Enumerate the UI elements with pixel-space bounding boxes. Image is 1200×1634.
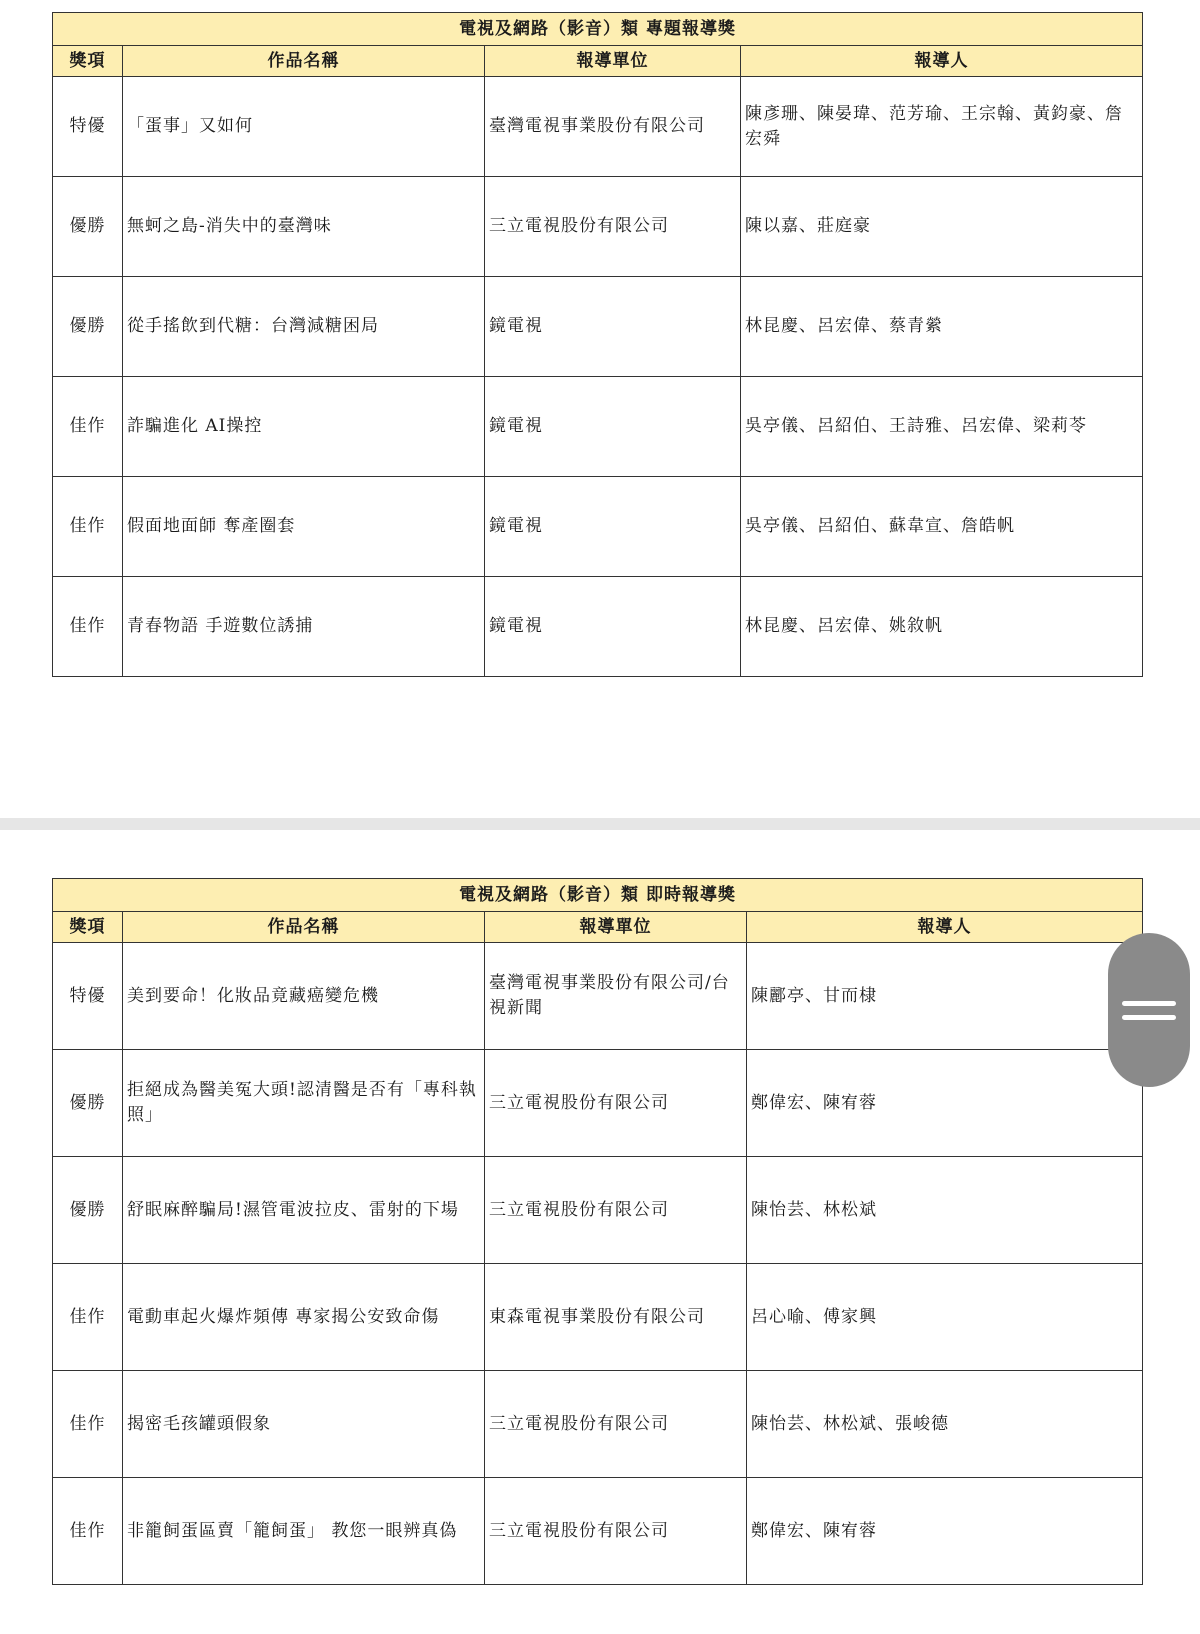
- table-row: [53, 1157, 1143, 1264]
- reporters-cell: 鄭偉宏、陳宥蓉: [747, 1478, 1143, 1585]
- reporters-cell: 呂心喻、傅家興: [747, 1264, 1143, 1371]
- unit-cell: 三立電視股份有限公司: [485, 177, 741, 277]
- rank-cell: 特優: [53, 943, 123, 1050]
- feature-award-table: [52, 12, 1143, 677]
- work-cell: 美到要命！化妝品竟藏癌變危機: [123, 943, 485, 1050]
- header-rank: 獎項: [53, 912, 123, 943]
- table-row: [53, 1371, 1143, 1478]
- work-cell: 從手搖飲到代糖：台灣減糖困局: [123, 277, 485, 377]
- work-cell: 假面地面師 奪產圈套: [123, 477, 485, 577]
- unit-cell: 三立電視股份有限公司: [485, 1050, 747, 1157]
- reporters-cell: 陳怡芸、林松斌、張峻德: [747, 1371, 1143, 1478]
- table-row: [53, 377, 1143, 477]
- rank-cell: 佳作: [53, 577, 123, 677]
- table-row: [53, 943, 1143, 1050]
- table-header-row: [53, 46, 1143, 77]
- rank-cell: 優勝: [53, 1157, 123, 1264]
- drag-handle-icon-line: [1122, 1015, 1176, 1020]
- table-title: 電視及網路（影音）類 專題報導獎: [53, 13, 1143, 46]
- unit-cell: 鏡電視: [485, 377, 741, 477]
- work-cell: 「蛋事」又如何: [123, 77, 485, 177]
- table-row: [53, 1050, 1143, 1157]
- rank-cell: 優勝: [53, 277, 123, 377]
- table-title: 電視及網路（影音）類 即時報導獎: [53, 879, 1143, 912]
- section-divider: [0, 818, 1200, 830]
- scroll-handle[interactable]: [1108, 933, 1190, 1087]
- rank-cell: 優勝: [53, 1050, 123, 1157]
- rank-cell: 佳作: [53, 1371, 123, 1478]
- work-cell: 揭密毛孩罐頭假象: [123, 1371, 485, 1478]
- work-cell: 非籠飼蛋區賣「籠飼蛋」 教您一眼辨真偽: [123, 1478, 485, 1585]
- reporters-cell: 鄭偉宏、陳宥蓉: [747, 1050, 1143, 1157]
- work-cell: 詐騙進化 AI操控: [123, 377, 485, 477]
- unit-cell: 東森電視事業股份有限公司: [485, 1264, 747, 1371]
- reporters-cell: 陳彥珊、陳晏瑋、范芳瑜、王宗翰、黃鈞豪、詹宏舜: [741, 77, 1143, 177]
- header-work: 作品名稱: [123, 912, 485, 943]
- reporters-cell: 吳亭儀、呂紹伯、蘇韋宣、詹皓帆: [741, 477, 1143, 577]
- table-title-row: [53, 879, 1143, 912]
- breaking-news-award-table: [52, 878, 1143, 1585]
- unit-cell: 三立電視股份有限公司: [485, 1478, 747, 1585]
- rank-cell: 佳作: [53, 377, 123, 477]
- unit-cell: 鏡電視: [485, 577, 741, 677]
- rank-cell: 佳作: [53, 1478, 123, 1585]
- work-cell: 電動車起火爆炸頻傳 專家揭公安致命傷: [123, 1264, 485, 1371]
- table-row: [53, 477, 1143, 577]
- rank-cell: 佳作: [53, 1264, 123, 1371]
- reporters-cell: 林昆慶、呂宏偉、姚敘帆: [741, 577, 1143, 677]
- rank-cell: 特優: [53, 77, 123, 177]
- table-row: [53, 577, 1143, 677]
- table-row: [53, 1478, 1143, 1585]
- breaking-news-award-section: [0, 830, 1200, 1634]
- header-unit: 報導單位: [485, 912, 747, 943]
- header-reporters: 報導人: [747, 912, 1143, 943]
- reporters-cell: 陳以嘉、莊庭豪: [741, 177, 1143, 277]
- unit-cell: 鏡電視: [485, 277, 741, 377]
- table-row: [53, 177, 1143, 277]
- reporters-cell: 陳酈亭、甘而棣: [747, 943, 1143, 1050]
- reporters-cell: 吳亭儀、呂紹伯、王詩雅、呂宏偉、梁莉苓: [741, 377, 1143, 477]
- reporters-cell: 林昆慶、呂宏偉、蔡青縈: [741, 277, 1143, 377]
- unit-cell: 三立電視股份有限公司: [485, 1157, 747, 1264]
- work-cell: 青春物語 手遊數位誘捕: [123, 577, 485, 677]
- header-rank: 獎項: [53, 46, 123, 77]
- rank-cell: 佳作: [53, 477, 123, 577]
- drag-handle-icon: [1122, 1001, 1176, 1006]
- work-cell: 拒絕成為醫美冤大頭!認清醫是否有「專科執照」: [123, 1050, 485, 1157]
- header-reporters: 報導人: [741, 46, 1143, 77]
- unit-cell: 臺灣電視事業股份有限公司/台視新聞: [485, 943, 747, 1050]
- unit-cell: 臺灣電視事業股份有限公司: [485, 77, 741, 177]
- table-row: [53, 277, 1143, 377]
- table-row: [53, 77, 1143, 177]
- header-work: 作品名稱: [123, 46, 485, 77]
- reporters-cell: 陳怡芸、林松斌: [747, 1157, 1143, 1264]
- rank-cell: 優勝: [53, 177, 123, 277]
- table-header-row: [53, 912, 1143, 943]
- table-row: [53, 1264, 1143, 1371]
- table-title-row: [53, 13, 1143, 46]
- header-unit: 報導單位: [485, 46, 741, 77]
- work-cell: 無蚵之島-消失中的臺灣味: [123, 177, 485, 277]
- unit-cell: 鏡電視: [485, 477, 741, 577]
- work-cell: 舒眠麻醉騙局!濕管電波拉皮、雷射的下場: [123, 1157, 485, 1264]
- unit-cell: 三立電視股份有限公司: [485, 1371, 747, 1478]
